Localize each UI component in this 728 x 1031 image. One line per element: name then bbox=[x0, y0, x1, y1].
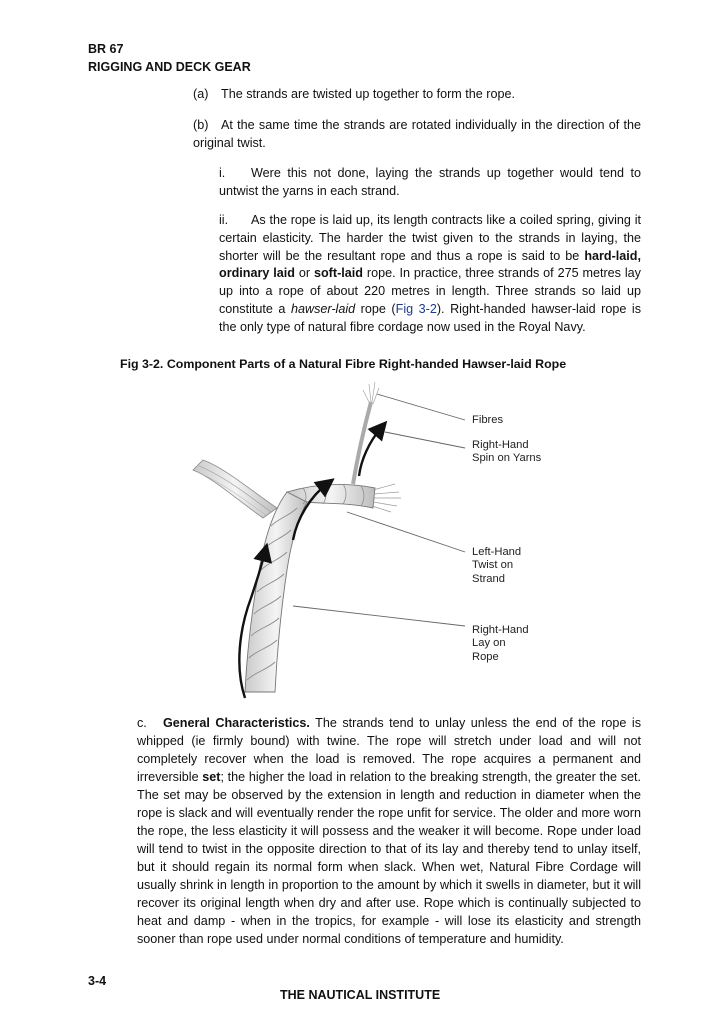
callout-strand-twist-line1: Left-Hand bbox=[472, 546, 522, 558]
subparagraph-i-label: i. bbox=[219, 166, 226, 180]
figure-reference-link[interactable]: Fig 3-2 bbox=[395, 301, 437, 316]
callout-yarn-spin-line1: Right-Hand bbox=[472, 439, 529, 451]
paragraph-b-text: At the same time the strands are rotated individually in the direction of the original twist. bbox=[193, 118, 641, 150]
subparagraph-ii-text-4: rope ( bbox=[355, 301, 396, 316]
paragraph-a bbox=[193, 86, 641, 104]
subparagraph-i bbox=[219, 165, 641, 201]
term-hard-laid: hard-laid, ordinary laid bbox=[219, 248, 641, 281]
term-set: set bbox=[202, 770, 221, 784]
paragraph-c-text-1: The strands tend to unlay unless the end of the rope is whipped (ie firmly bound) with twine. The rope will stretch under load and will not completely recover when the load is removed. The rope acquires a permanent and irreversible bbox=[137, 716, 641, 784]
page-number: 3-4 bbox=[88, 974, 107, 988]
figure-caption: Fig 3-2. Component Parts of a Natural Fibre Right-handed Hawser-laid Rope bbox=[120, 357, 567, 371]
callout-yarn-spin-line2: Spin on Yarns bbox=[472, 452, 542, 465]
paragraph-c-text-2: ; the higher the load in relation to the breaking strength, the greater the set. The set may be observed by the extension in length and reduction in diameter when the rope is slack and will eventually render the rope unfit for service. The older and more worn the rope, the less elasticity it will possess and the weaker it will become. Rope under load will tend to twist in the opposite direction to that of its lay and thereby tend to unlay itself, but it should regain its normal form when slack. When wet, Natural Fibre Cordage will usually shrink in length in proportion to the amount by which it swells in diameter, but it will recover its original length when dry and after use. Rope which is continually subjected to heat and damp - when in the tropics, for example - will lose its elasticity and strength sooner than rope used under normal conditions of temperature and humidity. bbox=[137, 770, 641, 946]
callout-rope-lay-line2: Lay on bbox=[472, 637, 506, 650]
callout-fibres-text: Fibres bbox=[472, 414, 504, 426]
subparagraph-ii-text-1: As the rope is laid up, its length contracts like a coiled spring, giving it certain elasticity. The harder the twist given to the strands in laying, the shorter will be the resultant rope and thus a rope is said to be bbox=[219, 213, 641, 263]
subparagraph-ii-text-3: rope. In practice, three strands of 275 metres lay up into a rope of about 220 metres in length. Three strands so laid up constitute a bbox=[219, 266, 641, 316]
paragraph-a-text: The strands are twisted up together to form the rope. bbox=[221, 87, 516, 101]
document-title: RIGGING AND DECK GEAR bbox=[88, 60, 251, 74]
leader-fibres bbox=[377, 394, 465, 420]
subparagraph-i-text: Were this not done, laying the strands up together would tend to untwist the yarns in each strand. bbox=[219, 166, 641, 198]
leader-rope bbox=[293, 606, 465, 626]
document-id: BR 67 bbox=[88, 42, 124, 56]
paragraph-a-label: (a) bbox=[193, 87, 209, 101]
callout-rope-lay-line1: Right-Hand bbox=[472, 624, 529, 636]
publisher-footer: THE NAUTICAL INSTITUTE bbox=[280, 988, 441, 1002]
subparagraph-ii-text-2: or bbox=[294, 266, 314, 281]
callout-strand-twist-line3: Strand bbox=[472, 572, 505, 585]
callout-rope-lay-line3: Rope bbox=[472, 650, 499, 663]
callout-strand-twist-line2: Twist on bbox=[472, 559, 514, 572]
paragraph-c-heading: General Characteristics. bbox=[163, 716, 310, 730]
leader-strand bbox=[347, 512, 465, 552]
callout-strand-twist bbox=[472, 546, 521, 586]
paragraph-c bbox=[137, 714, 641, 948]
paragraph-c-label: c. bbox=[137, 716, 147, 730]
subparagraph-ii-label: ii. bbox=[219, 213, 229, 227]
yarn bbox=[353, 402, 371, 484]
callout-fibres bbox=[472, 414, 503, 427]
subparagraph-ii-text-5: ). Right-handed hawser-laid rope is the only type of natural fibre cordage now used in the Royal Navy. bbox=[219, 301, 641, 334]
callout-yarn-spin bbox=[472, 439, 541, 466]
callout-rope-lay bbox=[472, 624, 529, 664]
term-soft-laid: soft-laid bbox=[313, 266, 363, 281]
paragraph-b-label: (b) bbox=[193, 118, 209, 132]
leader-yarns bbox=[385, 432, 465, 448]
paragraph-b bbox=[193, 117, 641, 153]
subparagraph-ii bbox=[219, 212, 641, 337]
term-hawser-laid: hawser-laid bbox=[290, 301, 356, 316]
